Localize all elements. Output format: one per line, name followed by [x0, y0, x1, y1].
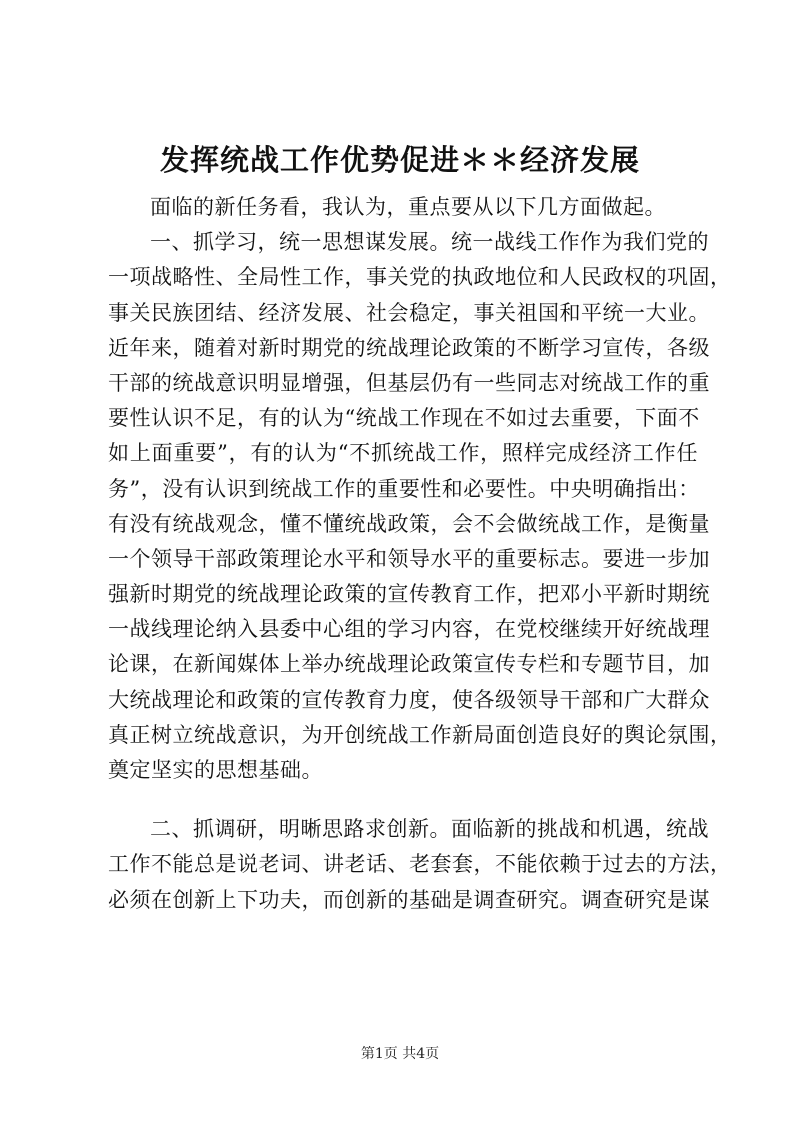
text-line: 奠定坚实的思想基础。	[108, 758, 323, 782]
text-line: 一战线理论纳入县委中心组的学习内容，在党校继续开好统战理	[108, 617, 710, 642]
text-line: 二、抓调研，明晰思路求创新。面临新的挑战和机遇，统战	[150, 817, 709, 842]
text-line: 如上面重要”，有的认为“不抓统战工作，照样完成经济工作任	[108, 441, 698, 466]
text-line: 强新时期党的统战理论政策的宣传教育工作，把邓小平新时期统	[108, 582, 710, 607]
text-line: 大统战理论和政策的宣传教育力度，使各级领导干部和广大群众	[108, 687, 710, 712]
text-line: 有没有统战观念，懂不懂统战政策，会不会做统战工作，是衡量	[108, 511, 710, 536]
text-line: 干部的统战意识明显增强，但基层仍有一些同志对统战工作的重	[108, 370, 710, 395]
text-line: 真正树立统战意识，为开创统战工作新局面创造良好的舆论氛围，	[108, 722, 732, 747]
text-line: 工作不能总是说老词、讲老话、老套套，不能依赖于过去的方法，	[108, 852, 732, 877]
text-line: 一、抓学习，统一思想谋发展。统一战线工作作为我们党的	[150, 230, 709, 255]
text-line: 一个领导干部政策理论水平和领导水平的重要标志。要进一步加	[108, 546, 710, 571]
text-line: 务”，没有认识到统战工作的重要性和必要性。中央明确指出：	[108, 476, 700, 501]
text-line: 要性认识不足，有的认为“统战工作现在不如过去重要，下面不	[108, 406, 700, 431]
paragraph	[108, 812, 732, 918]
text-line: 面临的新任务看，我认为，重点要从以下几方面做起。	[150, 195, 666, 219]
document-title: 发挥统战工作优势促进＊＊经济发展	[159, 143, 640, 177]
paragraph	[108, 225, 732, 788]
text-line: 近年来，随着对新时期党的统战理论政策的不断学习宣传，各级	[108, 335, 710, 360]
text-line: 必须在创新上下功夫，而创新的基础是调查研究。调查研究是谋	[108, 887, 710, 912]
text-line: 论课，在新闻媒体上举办统战理论政策宣传专栏和专题节目，加	[108, 652, 710, 677]
document-body	[108, 190, 732, 918]
paragraph	[108, 190, 698, 225]
page-footer: 第1页 共4页	[360, 1046, 440, 1062]
text-line: 一项战略性、全局性工作，事关党的执政地位和人民政权的巩固，	[108, 265, 732, 290]
text-line: 事关民族团结、经济发展、社会稳定，事关祖国和平统一大业。	[108, 300, 710, 325]
paragraph-gap	[108, 788, 698, 812]
